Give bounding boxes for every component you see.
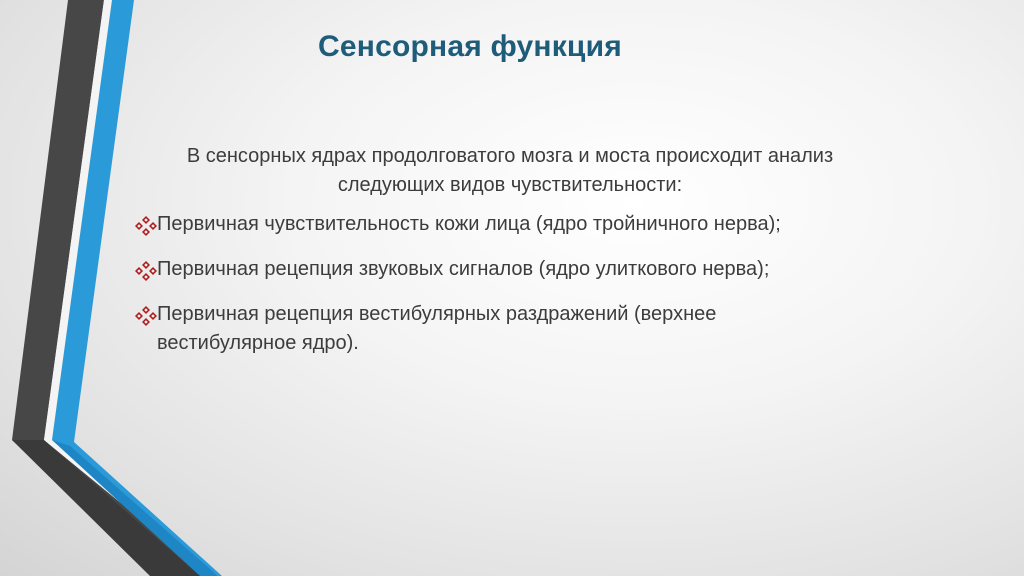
four-diamond-ornament-icon (134, 261, 158, 281)
dark-wedge (12, 440, 200, 576)
four-diamond-ornament-icon (134, 306, 158, 326)
bullet-item-1 (134, 210, 854, 239)
bullet-text: Первичная рецепция звуковых сигналов (ядро улиткового нерва); (157, 258, 770, 280)
bullet-text: Первичная рецепция вестибулярных раздражений (верхнее вестибулярное ядро). (157, 303, 717, 354)
four-diamond-ornament-icon (134, 216, 158, 236)
slide-title: Сенсорная функция (318, 30, 622, 63)
intro-text: В сенсорных ядрах продолговатого мозга и моста происходит анализ следующих видов чувствительности: (186, 145, 834, 196)
bullet-text: Первичная чувствительность кожи лица (ядро тройничного нерва); (157, 213, 781, 235)
bullet-list (134, 210, 854, 374)
bullet-item-2 (134, 255, 854, 284)
bullet-item-3 (134, 300, 854, 358)
